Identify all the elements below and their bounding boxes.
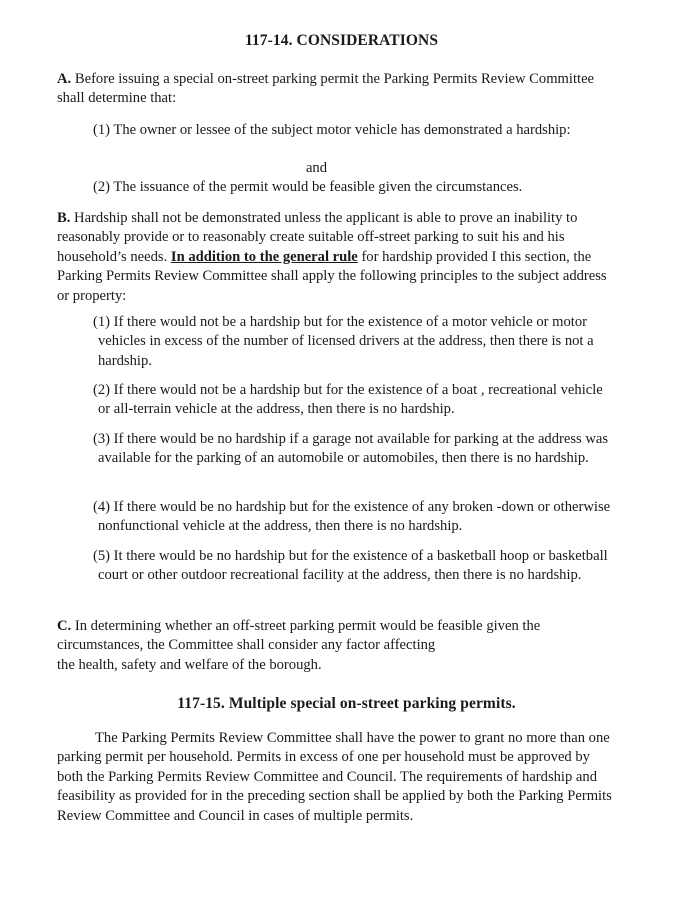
list-item-a-2: (2) The issuance of the permit would be feasible given the circumstances.: [93, 179, 523, 195]
paragraph-c-line-3: the health, safety and welfare of the borough.: [57, 656, 322, 673]
paragraph-b: [57, 209, 613, 306]
paragraph-c: [57, 617, 597, 675]
paragraph-117-15-body: The Parking Permits Review Committee shall have the power to grant no more than one parking permit per household. Permits in excess of one per household must be approved by both the Parking Permits Review Committee and Council. The requirements of hardship and feasibility as provided for in the preceding section shall be applied by both the Parking Permits Review Committee and Council in cases of multiple permits.: [57, 730, 612, 824]
paragraph-c-lead: C.: [57, 618, 72, 634]
paragraph-b-lead: B.: [57, 210, 71, 226]
paragraph-b-body-part-2: for hardship provided I this section, the Parking Permits Review Committee shall apply the following principles to the subject address or property:: [57, 248, 607, 304]
paragraph-a-lead: A.: [57, 71, 72, 87]
section-title-117-15: 117-15. Multiple special on-street parking permits.: [177, 695, 516, 712]
paragraph-b-emphasis: In addition to the general rule: [170, 248, 358, 265]
list-item-b-5: (5) It there would be no hardship but for the existence of a basketball hoop or basketball court or other outdoor recreational facility at the address, then there is no hardship.: [93, 548, 608, 584]
page-title: 117-14. CONSIDERATIONS: [244, 32, 439, 49]
list-item-b-1: (1) If there would not be a hardship but for the existence of a motor vehicle or motor vehicles in excess of the number of licensed drivers at the address, then there is not a hardship.: [93, 314, 594, 369]
paragraph-a-body: Before issuing a special on-street parking permit the Parking Permits Review Committee shall determine that:: [57, 71, 595, 107]
list-item-b-4: (4) If there would be no hardship but for the existence of any broken -down or otherwise nonfunctional vehicle at the address, then there is no hardship.: [93, 499, 611, 535]
list-item-b-3: (3) If there would be no hardship if a garage not available for parking at the address was available for the parking of an automobile or automobiles, then there is no hardship.: [93, 431, 609, 467]
list-item-b-2: (2) If there would not be a hardship but for the existence of a boat , recreational vehicle or all-terrain vehicle at the address, then there is no hardship.: [93, 382, 603, 418]
conjunction-and: and: [305, 160, 328, 176]
paragraph-c-line-2: circumstances, the Committee shall consider any factor affecting: [57, 637, 436, 654]
list-item-a-1: (1) The owner or lessee of the subject motor vehicle has demonstrated a hardship:: [93, 122, 571, 138]
paragraph-a: [57, 70, 613, 109]
paragraph-c-line-1: In determining whether an off-street parking permit would be feasible given the: [71, 618, 541, 634]
paragraph-b-body-part-1: Hardship shall not be demonstrated unless the applicant is able to prove an inability to reasonably provide or to reasonably create suitable off-street parking to suit his and his household’s needs.: [57, 210, 578, 265]
